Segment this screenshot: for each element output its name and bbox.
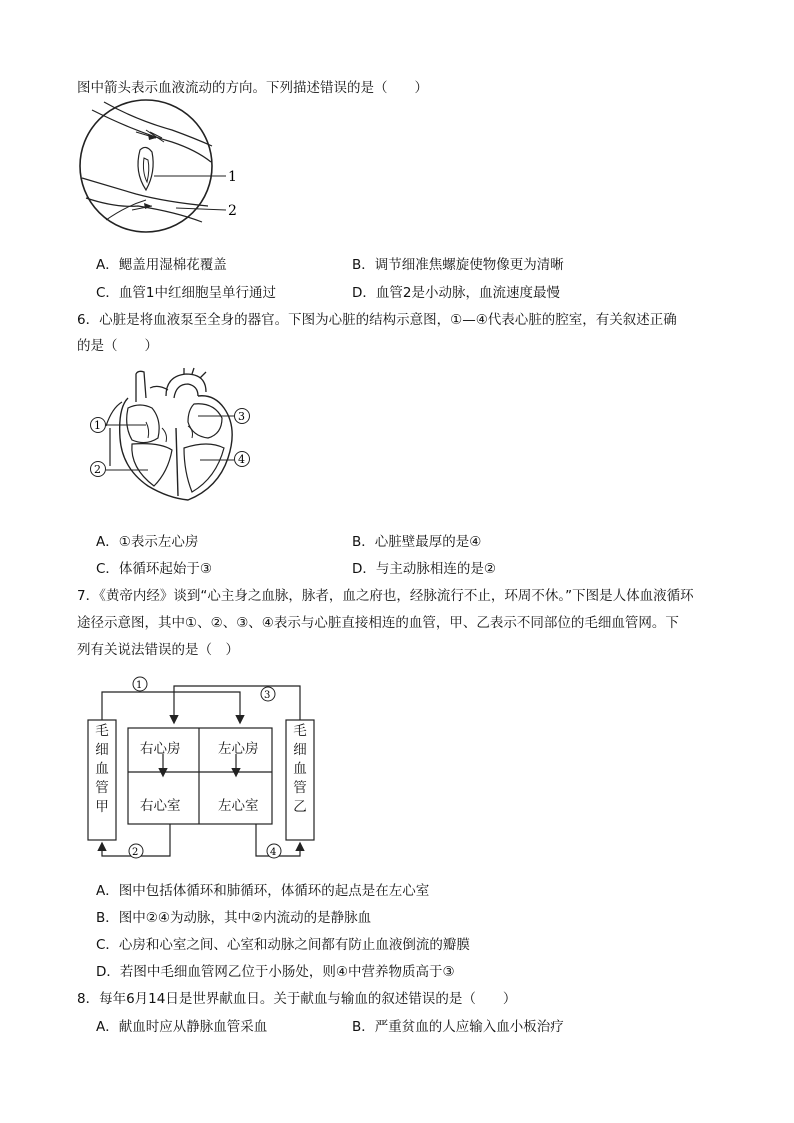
capillary-yi-label: 毛 细 血 管 乙 <box>293 723 307 815</box>
capillary-jia-label: 毛 细 血 管 甲 <box>95 723 109 815</box>
svg-text:1: 1 <box>94 419 101 432</box>
q6-stem-line2: 的是（ ） <box>77 338 158 354</box>
q7-option-c: C．心房和心室之间、心室和动脉之间都有防止血液倒流的瓣膜 <box>96 937 470 953</box>
q5-option-d: D．血管2是小动脉，血流速度最慢 <box>352 285 560 301</box>
q8-stem: 8．每年6月14日是世界献血日。关于献血与输血的叙述错误的是（ ） <box>77 991 517 1007</box>
q7-stem-line2: 途径示意图，其中①、②、③、④表示与心脏直接相连的血管，甲、乙表示不同部位的毛细血管网。下 <box>77 615 679 631</box>
fish-tail-capillary-figure <box>76 102 251 232</box>
svg-text:4: 4 <box>238 453 245 466</box>
q6-option-b: B．心脏壁最厚的是④ <box>352 534 482 550</box>
q6-stem-line1: 6．心脏是将血液泵至全身的器官。下图为心脏的结构示意图，①—④代表心脏的腔室，有关叙述正确 <box>77 312 677 328</box>
svg-text:3: 3 <box>264 690 271 701</box>
q5-option-b: B．调节细准焦螺旋使物像更为清晰 <box>352 257 564 273</box>
q6-option-c: C．体循环起始于③ <box>96 561 213 577</box>
q6-option-a: A．①表示左心房 <box>96 534 199 550</box>
q8-option-a: A．献血时应从静脉血管采血 <box>96 1019 268 1035</box>
heart-structure-figure <box>88 368 258 508</box>
svg-text:1: 1 <box>136 680 143 691</box>
q7-option-b: B．图中②④为动脉，其中②内流动的是静脉血 <box>96 910 372 926</box>
left-ventricle-label: 左心室 <box>218 798 259 814</box>
svg-text:4: 4 <box>270 847 277 858</box>
fig5-label-1: 1 <box>228 169 237 185</box>
left-atrium-label: 左心房 <box>218 741 259 757</box>
q8-option-b: B．严重贫血的人应输入血小板治疗 <box>352 1019 564 1035</box>
q7-stem-line1: 7．《黄帝内经》谈到“心主身之血脉，脉者，血之府也，经脉流行不止，环周不休。”下图是人体血液循环 <box>77 588 694 604</box>
svg-text:2: 2 <box>132 847 139 858</box>
fig5-label-2: 2 <box>228 203 237 219</box>
q6-option-d: D．与主动脉相连的是② <box>352 561 496 577</box>
q7-option-a: A．图中包括体循环和肺循环，体循环的起点是在左心室 <box>96 883 430 899</box>
right-ventricle-label: 右心室 <box>140 798 181 814</box>
q5-option-a: A．鳃盖用湿棉花覆盖 <box>96 257 227 273</box>
q7-option-d: D．若图中毛细血管网乙位于小肠处，则④中营养物质高于③ <box>96 964 455 980</box>
svg-text:3: 3 <box>238 410 245 423</box>
q5-option-c: C．血管1中红细胞呈单行通过 <box>96 285 277 301</box>
svg-text:2: 2 <box>94 463 101 476</box>
q7-stem-line3: 列有关说法错误的是（ ） <box>77 642 239 658</box>
right-atrium-label: 右心房 <box>140 741 181 757</box>
q5-stem: 图中箭头表示血液流动的方向。下列描述错误的是（ ） <box>77 80 428 96</box>
